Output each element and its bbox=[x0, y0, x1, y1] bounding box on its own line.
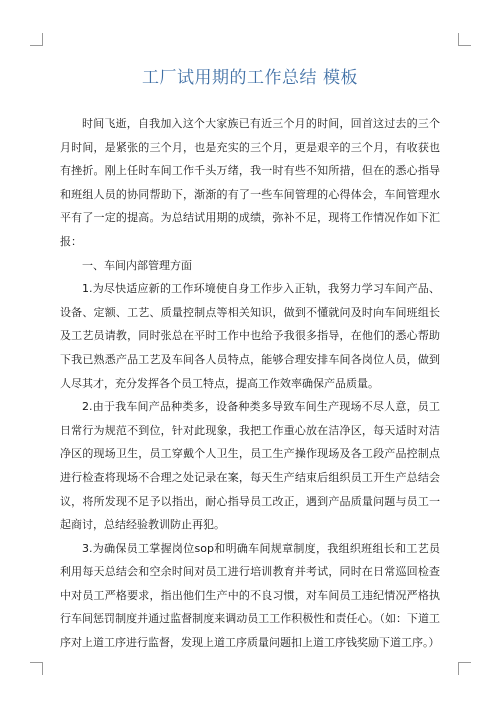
paragraph-item-3: 3.为确保员工掌握岗位sop和明确车间规章制度，我组织班组长和工艺员利用每天总结会和空余时间对员工进行培训教育并考试，同时在日常巡回检查中对员工严格要求，指出他们生产中的不良习惯，对车间员工违纪情况严格执行车间惩罚制度并通过监督制度来调动员工工作积极性和责任心。（如：下道工序对上道工序进行监督，发现上道工序质量问题扣上道工序钱奖励下道工序。） bbox=[60, 541, 440, 650]
paragraph-item-2: 2.由于我车间产品种类多，设备种类多导致车间生产现场不尽人意，员工日常行为规范不到位，针对此现象，我把工作重心放在洁净区，每天适时对洁净区的现场卫生，员工穿戴个人卫生，员工生产操作现场及各工段产品控制点进行检查将现场不合理之处记录在案，每天生产结束后组织员工开生产总结会议，将所发现不足予以指出，耐心指导员工改正，遇到产品质量问题与员工一起商讨，总结经验教训防止再犯。 bbox=[60, 400, 440, 532]
crop-mark-bottom-left bbox=[30, 662, 43, 675]
section-heading: 一、车间内部管理方面 bbox=[82, 258, 192, 272]
document-title: 工厂试用期的工作总结 模板 bbox=[142, 68, 358, 88]
paragraph-intro: 时间飞逝，自我加入这个大家族已有近三个月的时间，回首这过去的三个月时间，是紧张的三个月，也是充实的三个月，更是艰辛的三个月，有收获也有挫折。刚上任时车间工作千头万绪，我一时有些不知所措，但在的悉心指导和班组人员的协同帮助下，渐渐的有了一些车间管理的心得体会，车间管理水平有了一定的提高。为总结试用期的成绩，弥补不足，现将工作情况作如下汇报： bbox=[60, 117, 440, 248]
crop-mark-top-right bbox=[458, 33, 471, 46]
paragraph-item-1: 1.为尽快适应新的工作环境使自身工作步入正轨，我努力学习车间产品、设备、定额、工艺、质量控制点等相关知识，做到不懂就问及时向车间班组长及工艺员请教，同时张总在平时工作中也给予我很多指导，在他们的悉心帮助下我已熟悉产品工艺及车间各人员特点，能够合理安排车间各岗位人员，做到人尽其才，充分发挥各个员工特点，提高工作效率确保产品质量。 bbox=[60, 282, 440, 390]
crop-mark-bottom-right bbox=[458, 662, 471, 675]
crop-mark-top-left bbox=[30, 33, 43, 46]
document-body bbox=[60, 112, 440, 655]
